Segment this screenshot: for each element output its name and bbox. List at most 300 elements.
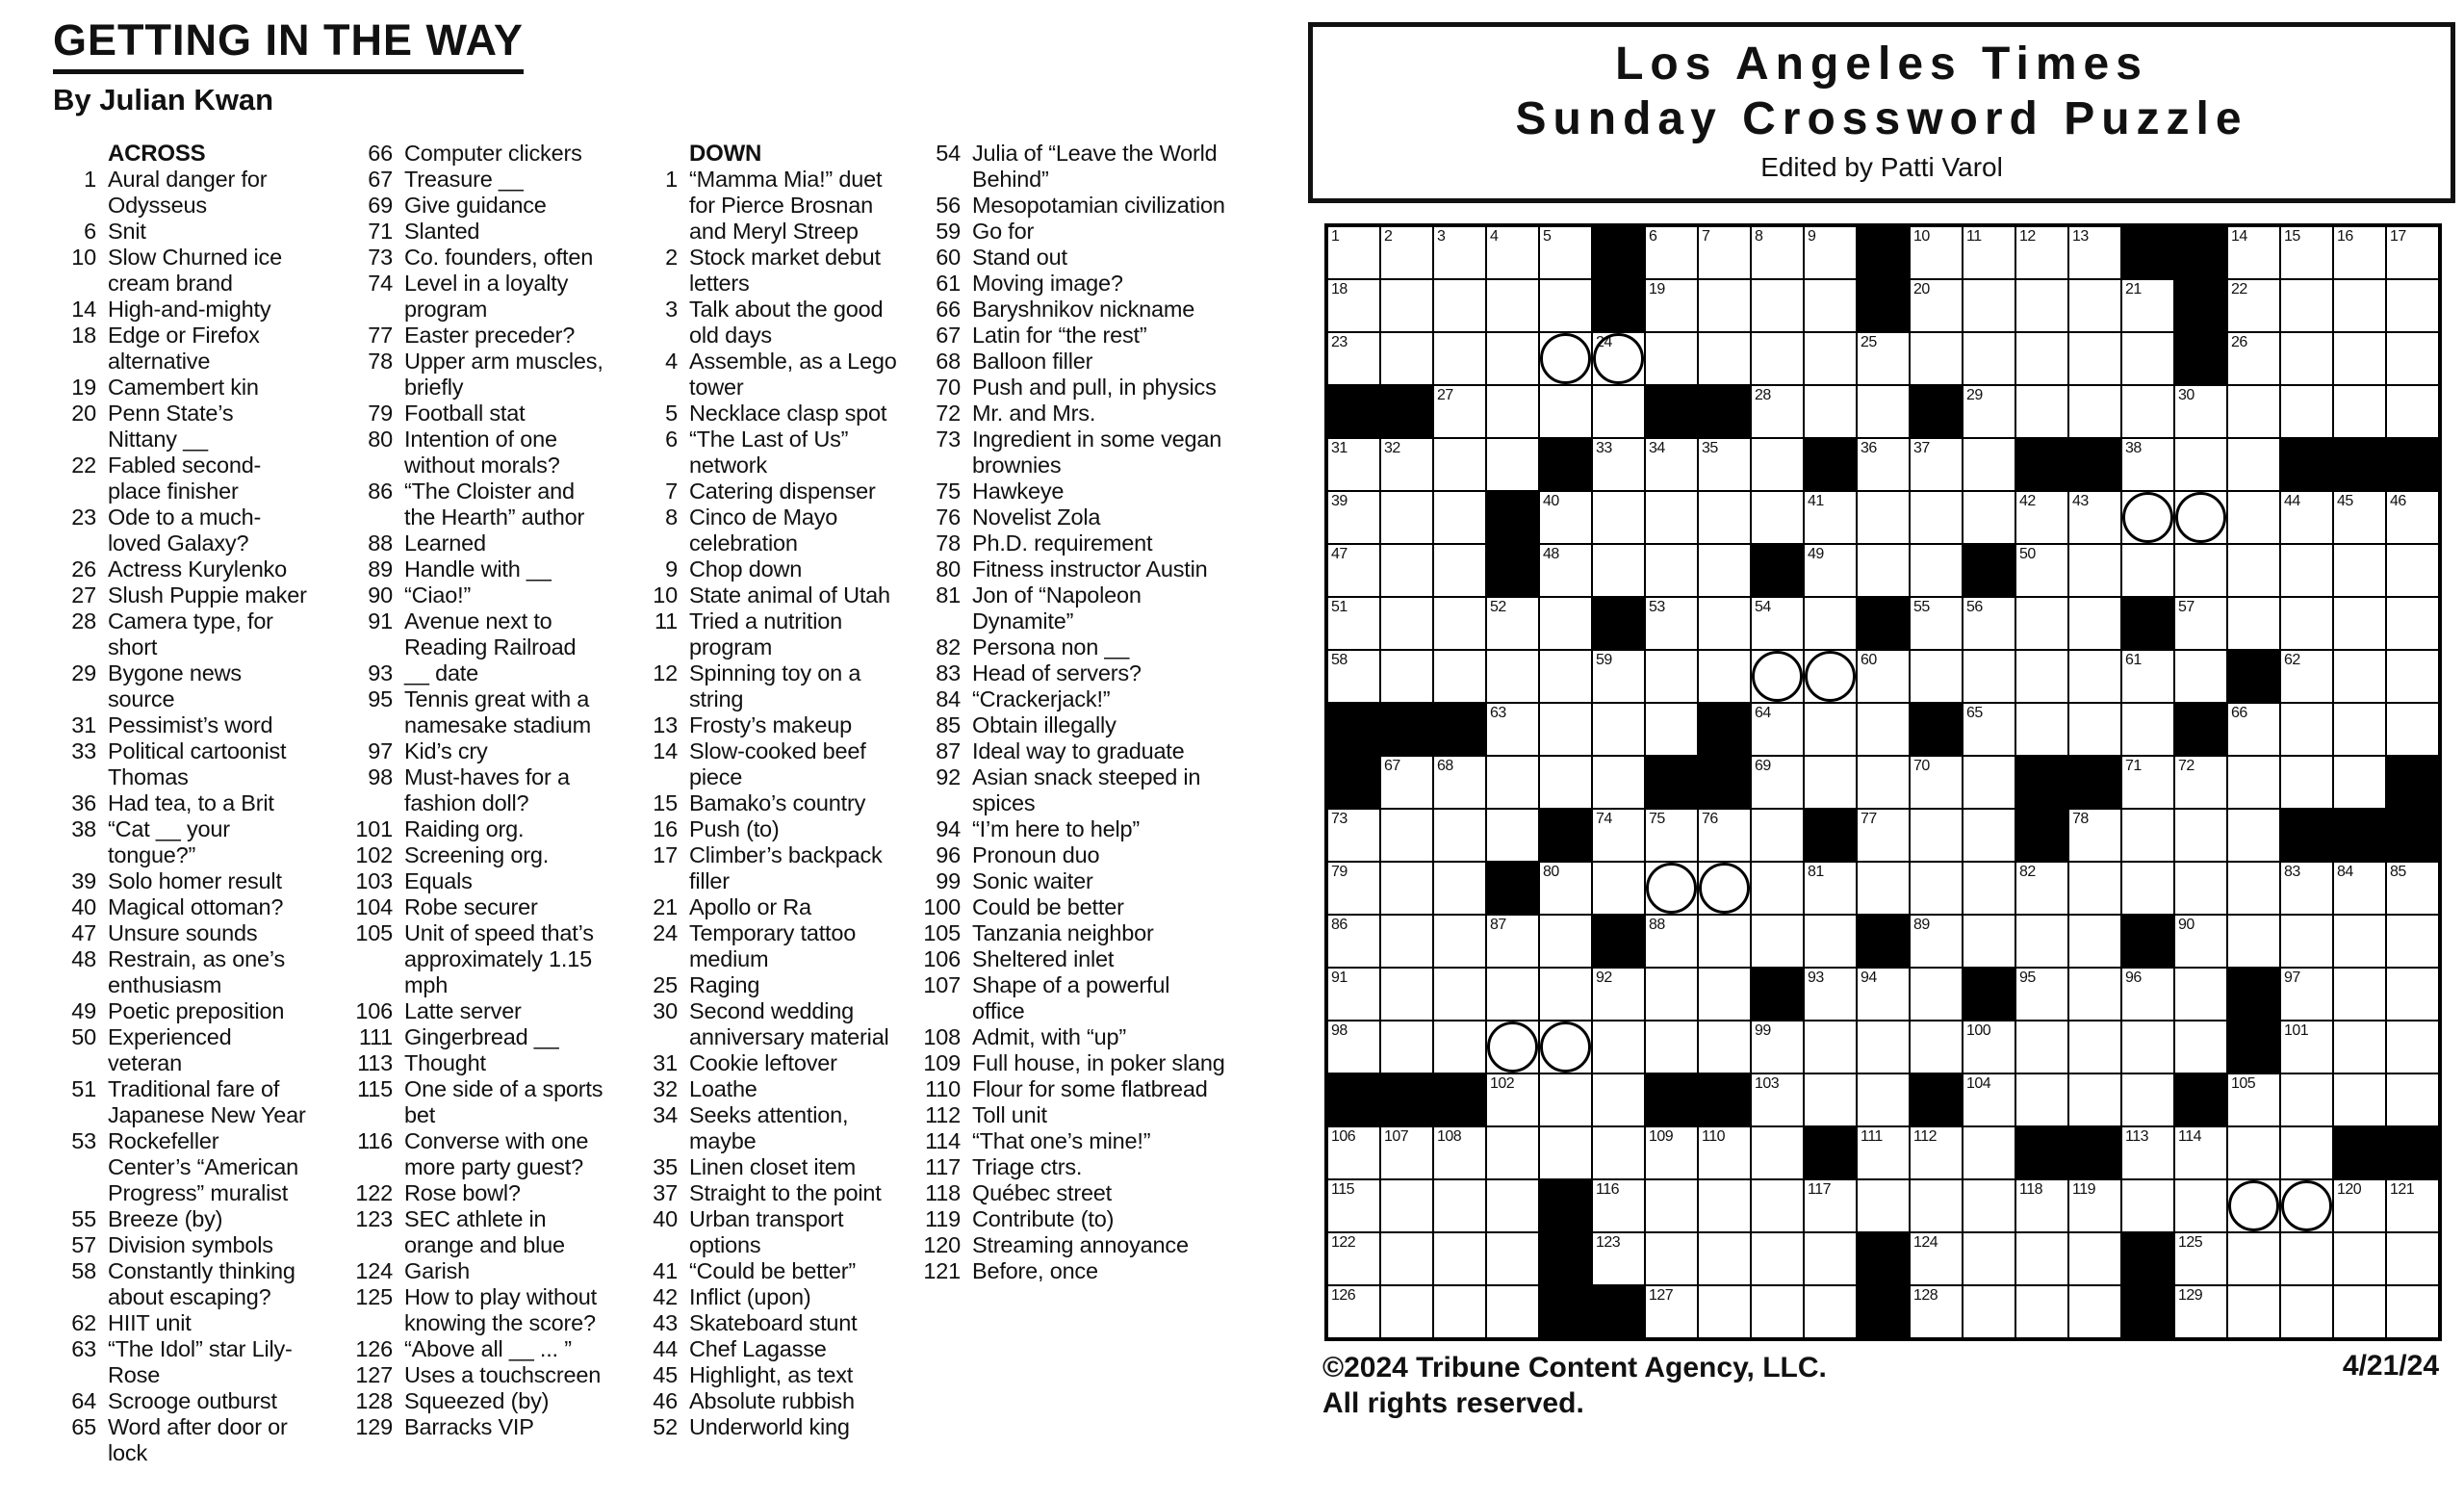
grid-cell[interactable] (1857, 1073, 1910, 1126)
grid-cell[interactable] (2068, 1073, 2121, 1126)
grid-cell[interactable] (1539, 650, 1592, 703)
grid-cell[interactable] (2386, 1232, 2439, 1285)
grid-cell[interactable] (1751, 1285, 1804, 1338)
grid-cell[interactable] (1433, 332, 1486, 385)
grid-cell[interactable] (1327, 915, 1380, 968)
grid-cell[interactable] (1486, 650, 1539, 703)
grid-cell[interactable] (2280, 1179, 2333, 1232)
grid-cell[interactable] (1963, 1179, 2015, 1232)
grid-cell[interactable] (2280, 1126, 2333, 1179)
grid-cell[interactable] (2280, 1073, 2333, 1126)
grid-cell[interactable] (2068, 332, 2121, 385)
grid-cell[interactable] (1592, 1126, 1645, 1179)
grid-cell[interactable] (1380, 915, 1433, 968)
grid-cell[interactable] (1380, 491, 1433, 544)
grid-cell[interactable] (2015, 862, 2068, 915)
grid-cell[interactable] (1963, 650, 2015, 703)
grid-cell[interactable] (2386, 226, 2439, 279)
grid-cell[interactable] (1804, 703, 1857, 756)
grid-cell[interactable] (2227, 438, 2280, 491)
grid-cell[interactable] (1433, 279, 1486, 332)
grid-cell[interactable] (1910, 1179, 1963, 1232)
grid-cell[interactable] (2121, 650, 2174, 703)
grid-cell[interactable] (1804, 385, 1857, 438)
grid-cell[interactable] (1433, 385, 1486, 438)
grid-cell[interactable] (1592, 756, 1645, 809)
grid-cell[interactable] (1327, 332, 1380, 385)
grid-cell[interactable] (1645, 703, 1698, 756)
grid-cell[interactable] (2386, 544, 2439, 597)
grid-cell[interactable] (1539, 1073, 1592, 1126)
grid-cell[interactable] (1433, 1179, 1486, 1232)
grid-cell[interactable] (1645, 597, 1698, 650)
grid-cell[interactable] (1327, 862, 1380, 915)
grid-cell[interactable] (1486, 438, 1539, 491)
grid-cell[interactable] (2333, 1285, 2386, 1338)
grid-cell[interactable] (1380, 1285, 1433, 1338)
grid-cell[interactable] (1751, 226, 1804, 279)
grid-cell[interactable] (1751, 438, 1804, 491)
grid-cell[interactable] (2333, 703, 2386, 756)
grid-cell[interactable] (1910, 1232, 1963, 1285)
grid-cell[interactable] (1539, 915, 1592, 968)
grid-cell[interactable] (1486, 915, 1539, 968)
grid-cell[interactable] (1592, 438, 1645, 491)
grid-cell[interactable] (2174, 1285, 2227, 1338)
grid-cell[interactable] (1327, 1179, 1380, 1232)
grid-cell[interactable] (2333, 544, 2386, 597)
grid-cell[interactable] (1645, 332, 1698, 385)
grid-cell[interactable] (1486, 1073, 1539, 1126)
grid-cell[interactable] (1857, 438, 1910, 491)
grid-cell[interactable] (2174, 438, 2227, 491)
grid-cell[interactable] (1698, 809, 1751, 862)
grid-cell[interactable] (2015, 491, 2068, 544)
grid-cell[interactable] (1910, 544, 1963, 597)
grid-cell[interactable] (1698, 332, 1751, 385)
grid-cell[interactable] (1433, 438, 1486, 491)
grid-cell[interactable] (1804, 597, 1857, 650)
grid-cell[interactable] (1910, 226, 1963, 279)
grid-cell[interactable] (1433, 1232, 1486, 1285)
grid-cell[interactable] (2227, 597, 2280, 650)
grid-cell[interactable] (1539, 279, 1592, 332)
grid-cell[interactable] (2174, 491, 2227, 544)
grid-cell[interactable] (2068, 491, 2121, 544)
grid-cell[interactable] (1857, 544, 1910, 597)
grid-cell[interactable] (2174, 756, 2227, 809)
grid-cell[interactable] (1486, 1285, 1539, 1338)
grid-cell[interactable] (2280, 968, 2333, 1021)
grid-cell[interactable] (2174, 544, 2227, 597)
grid-cell[interactable] (1804, 915, 1857, 968)
grid-cell[interactable] (2280, 650, 2333, 703)
grid-cell[interactable] (1645, 809, 1698, 862)
grid-cell[interactable] (1486, 756, 1539, 809)
grid-cell[interactable] (1433, 1126, 1486, 1179)
grid-cell[interactable] (1910, 438, 1963, 491)
grid-cell[interactable] (1963, 332, 2015, 385)
grid-cell[interactable] (1380, 1179, 1433, 1232)
grid-cell[interactable] (2280, 385, 2333, 438)
grid-cell[interactable] (2280, 279, 2333, 332)
grid-cell[interactable] (2121, 544, 2174, 597)
grid-cell[interactable] (2386, 1179, 2439, 1232)
grid-cell[interactable] (1963, 862, 2015, 915)
grid-cell[interactable] (1592, 1073, 1645, 1126)
grid-cell[interactable] (1910, 1021, 1963, 1073)
grid-cell[interactable] (2121, 756, 2174, 809)
grid-cell[interactable] (1645, 650, 1698, 703)
grid-cell[interactable] (1486, 1232, 1539, 1285)
grid-cell[interactable] (1645, 438, 1698, 491)
grid-cell[interactable] (1804, 226, 1857, 279)
grid-cell[interactable] (1592, 968, 1645, 1021)
grid-cell[interactable] (2280, 332, 2333, 385)
grid-cell[interactable] (1963, 703, 2015, 756)
grid-cell[interactable] (2121, 1126, 2174, 1179)
grid-cell[interactable] (2280, 597, 2333, 650)
grid-cell[interactable] (2227, 226, 2280, 279)
grid-cell[interactable] (2280, 862, 2333, 915)
grid-cell[interactable] (1380, 332, 1433, 385)
grid-cell[interactable] (1963, 756, 2015, 809)
grid-cell[interactable] (1433, 915, 1486, 968)
grid-cell[interactable] (2068, 809, 2121, 862)
grid-cell[interactable] (2227, 1179, 2280, 1232)
grid-cell[interactable] (1380, 809, 1433, 862)
grid-cell[interactable] (2174, 862, 2227, 915)
grid-cell[interactable] (2386, 703, 2439, 756)
grid-cell[interactable] (2333, 1179, 2386, 1232)
grid-cell[interactable] (1804, 279, 1857, 332)
grid-cell[interactable] (2227, 915, 2280, 968)
grid-cell[interactable] (1433, 491, 1486, 544)
grid-cell[interactable] (1910, 1285, 1963, 1338)
grid-cell[interactable] (2068, 597, 2121, 650)
grid-cell[interactable] (1751, 597, 1804, 650)
grid-cell[interactable] (1592, 385, 1645, 438)
grid-cell[interactable] (2174, 809, 2227, 862)
grid-cell[interactable] (2068, 279, 2121, 332)
grid-cell[interactable] (1327, 809, 1380, 862)
grid-cell[interactable] (1910, 915, 1963, 968)
grid-cell[interactable] (1910, 279, 1963, 332)
grid-cell[interactable] (1751, 915, 1804, 968)
grid-cell[interactable] (1751, 1021, 1804, 1073)
grid-cell[interactable] (2174, 650, 2227, 703)
grid-cell[interactable] (2015, 915, 2068, 968)
grid-cell[interactable] (1539, 703, 1592, 756)
grid-cell[interactable] (1963, 809, 2015, 862)
grid-cell[interactable] (1539, 597, 1592, 650)
grid-cell[interactable] (1486, 1021, 1539, 1073)
grid-cell[interactable] (2386, 1073, 2439, 1126)
grid-cell[interactable] (1857, 332, 1910, 385)
grid-cell[interactable] (2227, 332, 2280, 385)
grid-cell[interactable] (1804, 491, 1857, 544)
grid-cell[interactable] (1539, 968, 1592, 1021)
grid-cell[interactable] (2015, 1232, 2068, 1285)
grid-cell[interactable] (1698, 226, 1751, 279)
grid-cell[interactable] (1804, 1179, 1857, 1232)
grid-cell[interactable] (2227, 809, 2280, 862)
grid-cell[interactable] (1380, 1126, 1433, 1179)
grid-cell[interactable] (1910, 491, 1963, 544)
grid-cell[interactable] (1910, 332, 1963, 385)
grid-cell[interactable] (1486, 1179, 1539, 1232)
grid-cell[interactable] (1751, 809, 1804, 862)
grid-cell[interactable] (2386, 968, 2439, 1021)
grid-cell[interactable] (1698, 597, 1751, 650)
grid-cell[interactable] (2333, 1021, 2386, 1073)
grid-cell[interactable] (1751, 650, 1804, 703)
grid-cell[interactable] (1539, 332, 1592, 385)
grid-cell[interactable] (1698, 650, 1751, 703)
grid-cell[interactable] (1645, 862, 1698, 915)
grid-cell[interactable] (2174, 597, 2227, 650)
grid-cell[interactable] (1645, 968, 1698, 1021)
grid-cell[interactable] (2015, 1073, 2068, 1126)
grid-cell[interactable] (2068, 968, 2121, 1021)
grid-cell[interactable] (2068, 650, 2121, 703)
grid-cell[interactable] (1327, 597, 1380, 650)
grid-cell[interactable] (2068, 385, 2121, 438)
grid-cell[interactable] (1698, 544, 1751, 597)
grid-cell[interactable] (1857, 1126, 1910, 1179)
grid-cell[interactable] (1804, 1073, 1857, 1126)
grid-cell[interactable] (1751, 1179, 1804, 1232)
grid-cell[interactable] (1804, 862, 1857, 915)
grid-cell[interactable] (2227, 491, 2280, 544)
grid-cell[interactable] (1592, 1179, 1645, 1232)
grid-cell[interactable] (2121, 809, 2174, 862)
grid-cell[interactable] (1963, 1232, 2015, 1285)
grid-cell[interactable] (2068, 915, 2121, 968)
grid-cell[interactable] (2121, 1021, 2174, 1073)
grid-cell[interactable] (1963, 385, 2015, 438)
grid-cell[interactable] (2333, 968, 2386, 1021)
grid-cell[interactable] (2068, 1179, 2121, 1232)
grid-cell[interactable] (2174, 968, 2227, 1021)
grid-cell[interactable] (1751, 1232, 1804, 1285)
grid-cell[interactable] (1804, 756, 1857, 809)
grid-cell[interactable] (1751, 491, 1804, 544)
grid-cell[interactable] (2227, 279, 2280, 332)
grid-cell[interactable] (1433, 756, 1486, 809)
grid-cell[interactable] (2280, 491, 2333, 544)
grid-cell[interactable] (1857, 385, 1910, 438)
grid-cell[interactable] (1486, 968, 1539, 1021)
grid-cell[interactable] (1751, 756, 1804, 809)
grid-cell[interactable] (1698, 1179, 1751, 1232)
grid-cell[interactable] (1539, 385, 1592, 438)
grid-cell[interactable] (1857, 756, 1910, 809)
grid-cell[interactable] (2174, 385, 2227, 438)
grid-cell[interactable] (2121, 279, 2174, 332)
grid-cell[interactable] (1486, 1126, 1539, 1179)
grid-cell[interactable] (1486, 226, 1539, 279)
grid-cell[interactable] (2227, 1126, 2280, 1179)
grid-cell[interactable] (1327, 491, 1380, 544)
grid-cell[interactable] (1910, 1126, 1963, 1179)
grid-cell[interactable] (2386, 650, 2439, 703)
grid-cell[interactable] (2227, 385, 2280, 438)
grid-cell[interactable] (1910, 597, 1963, 650)
grid-cell[interactable] (1963, 438, 2015, 491)
grid-cell[interactable] (2068, 1021, 2121, 1073)
grid-cell[interactable] (1592, 809, 1645, 862)
grid-cell[interactable] (1751, 703, 1804, 756)
grid-cell[interactable] (1486, 332, 1539, 385)
grid-cell[interactable] (1963, 491, 2015, 544)
grid-cell[interactable] (1592, 544, 1645, 597)
grid-cell[interactable] (1433, 1021, 1486, 1073)
grid-cell[interactable] (1751, 385, 1804, 438)
grid-cell[interactable] (2227, 544, 2280, 597)
grid-cell[interactable] (1433, 226, 1486, 279)
grid-cell[interactable] (2386, 491, 2439, 544)
grid-cell[interactable] (2121, 862, 2174, 915)
grid-cell[interactable] (2333, 385, 2386, 438)
grid-cell[interactable] (1751, 862, 1804, 915)
grid-cell[interactable] (1963, 226, 2015, 279)
grid-cell[interactable] (1645, 279, 1698, 332)
grid-cell[interactable] (2121, 438, 2174, 491)
grid-cell[interactable] (2333, 332, 2386, 385)
grid-cell[interactable] (1698, 279, 1751, 332)
grid-cell[interactable] (1433, 650, 1486, 703)
grid-cell[interactable] (1963, 915, 2015, 968)
grid-cell[interactable] (1698, 438, 1751, 491)
grid-cell[interactable] (2015, 332, 2068, 385)
grid-cell[interactable] (1963, 279, 2015, 332)
grid-cell[interactable] (1592, 332, 1645, 385)
grid-cell[interactable] (1539, 544, 1592, 597)
grid-cell[interactable] (2386, 1021, 2439, 1073)
grid-cell[interactable] (1380, 597, 1433, 650)
grid-cell[interactable] (2015, 1285, 2068, 1338)
grid-cell[interactable] (1857, 491, 1910, 544)
grid-cell[interactable] (2333, 1232, 2386, 1285)
grid-cell[interactable] (1327, 544, 1380, 597)
grid-cell[interactable] (1698, 1021, 1751, 1073)
grid-cell[interactable] (2386, 862, 2439, 915)
grid-cell[interactable] (1380, 438, 1433, 491)
grid-cell[interactable] (1645, 491, 1698, 544)
grid-cell[interactable] (2068, 1232, 2121, 1285)
grid-cell[interactable] (1804, 650, 1857, 703)
grid-cell[interactable] (1380, 1021, 1433, 1073)
grid-cell[interactable] (1857, 703, 1910, 756)
grid-cell[interactable] (2227, 756, 2280, 809)
grid-cell[interactable] (1486, 597, 1539, 650)
grid-cell[interactable] (1698, 1232, 1751, 1285)
grid-cell[interactable] (2174, 1179, 2227, 1232)
grid-cell[interactable] (1327, 438, 1380, 491)
grid-cell[interactable] (1327, 1126, 1380, 1179)
grid-cell[interactable] (1539, 756, 1592, 809)
grid-cell[interactable] (1539, 226, 1592, 279)
grid-cell[interactable] (1698, 862, 1751, 915)
grid-cell[interactable] (1963, 1073, 2015, 1126)
grid-cell[interactable] (1804, 1021, 1857, 1073)
grid-cell[interactable] (1751, 1126, 1804, 1179)
grid-cell[interactable] (2227, 1232, 2280, 1285)
grid-cell[interactable] (1327, 1232, 1380, 1285)
grid-cell[interactable] (1698, 1126, 1751, 1179)
grid-cell[interactable] (2333, 915, 2386, 968)
grid-cell[interactable] (2068, 544, 2121, 597)
grid-cell[interactable] (1963, 1021, 2015, 1073)
grid-cell[interactable] (1857, 650, 1910, 703)
grid-cell[interactable] (1433, 862, 1486, 915)
grid-cell[interactable] (1804, 968, 1857, 1021)
grid-cell[interactable] (1327, 226, 1380, 279)
grid-cell[interactable] (1380, 279, 1433, 332)
grid-cell[interactable] (1645, 1179, 1698, 1232)
grid-cell[interactable] (1433, 1285, 1486, 1338)
grid-cell[interactable] (1433, 544, 1486, 597)
grid-cell[interactable] (2280, 703, 2333, 756)
grid-cell[interactable] (2280, 1285, 2333, 1338)
grid-cell[interactable] (1910, 968, 1963, 1021)
grid-cell[interactable] (2068, 703, 2121, 756)
grid-cell[interactable] (1751, 332, 1804, 385)
grid-cell[interactable] (1380, 968, 1433, 1021)
grid-cell[interactable] (2386, 915, 2439, 968)
grid-cell[interactable] (2015, 385, 2068, 438)
grid-cell[interactable] (1380, 756, 1433, 809)
grid-cell[interactable] (1380, 226, 1433, 279)
grid-cell[interactable] (2333, 1073, 2386, 1126)
grid-cell[interactable] (1645, 544, 1698, 597)
grid-cell[interactable] (1592, 650, 1645, 703)
grid-cell[interactable] (1592, 1021, 1645, 1073)
grid-cell[interactable] (1645, 1021, 1698, 1073)
grid-cell[interactable] (2121, 491, 2174, 544)
grid-cell[interactable] (1645, 1126, 1698, 1179)
grid-cell[interactable] (2280, 1021, 2333, 1073)
grid-cell[interactable] (2280, 756, 2333, 809)
grid-cell[interactable] (1698, 915, 1751, 968)
grid-cell[interactable] (1380, 650, 1433, 703)
grid-cell[interactable] (1539, 1021, 1592, 1073)
grid-cell[interactable] (1857, 1179, 1910, 1232)
grid-cell[interactable] (1592, 491, 1645, 544)
grid-cell[interactable] (1380, 1232, 1433, 1285)
grid-cell[interactable] (1592, 862, 1645, 915)
grid-cell[interactable] (2015, 968, 2068, 1021)
grid-cell[interactable] (1698, 1285, 1751, 1338)
grid-cell[interactable] (2333, 226, 2386, 279)
grid-cell[interactable] (2174, 1021, 2227, 1073)
grid-cell[interactable] (2015, 597, 2068, 650)
grid-cell[interactable] (1804, 544, 1857, 597)
grid-cell[interactable] (1486, 279, 1539, 332)
grid-cell[interactable] (2121, 385, 2174, 438)
grid-cell[interactable] (2121, 1179, 2174, 1232)
grid-cell[interactable] (1751, 1073, 1804, 1126)
grid-cell[interactable] (2333, 279, 2386, 332)
grid-cell[interactable] (1645, 226, 1698, 279)
grid-cell[interactable] (2174, 1126, 2227, 1179)
grid-cell[interactable] (2333, 597, 2386, 650)
grid-cell[interactable] (2386, 1285, 2439, 1338)
grid-cell[interactable] (1963, 1126, 2015, 1179)
grid-cell[interactable] (2121, 968, 2174, 1021)
grid-cell[interactable] (2280, 226, 2333, 279)
